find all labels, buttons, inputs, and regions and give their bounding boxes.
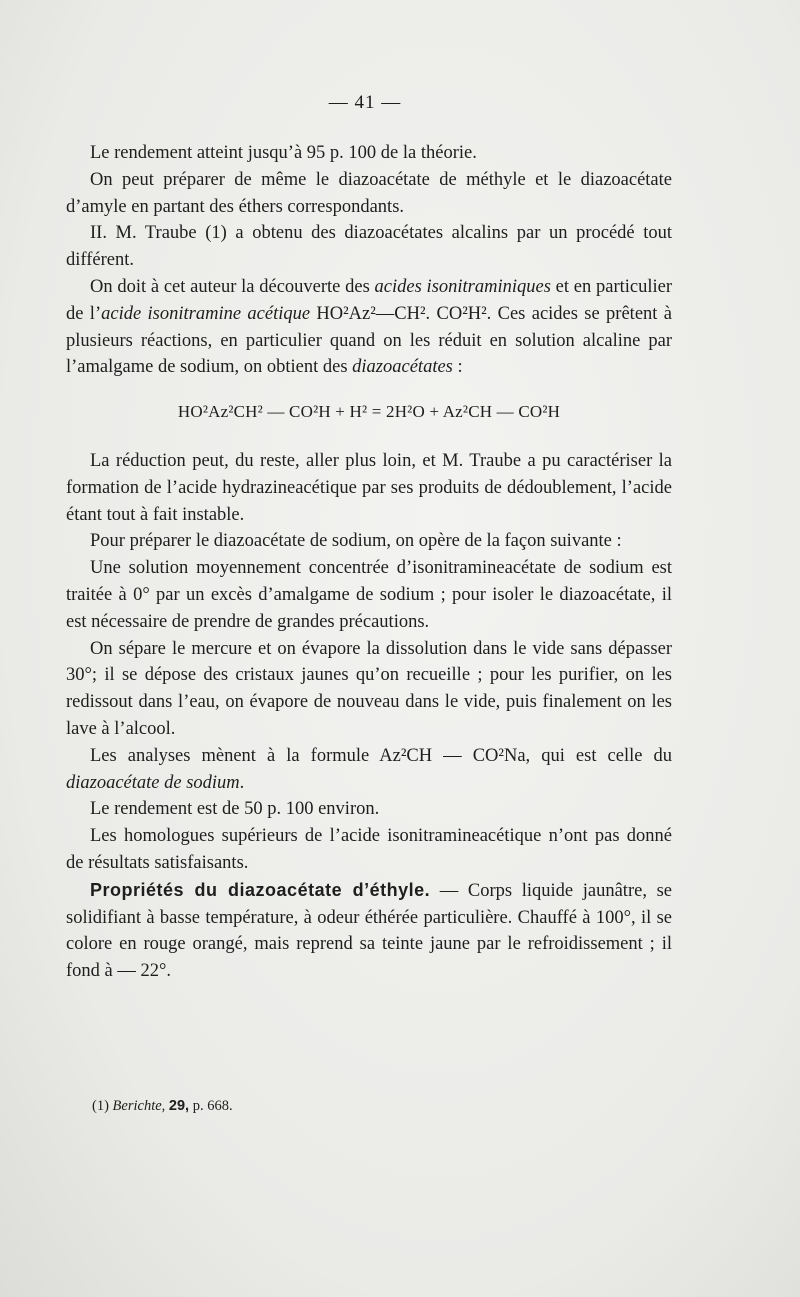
italic-term: acide isonitramine acétique (101, 303, 311, 324)
footnote-page: p. 668. (192, 1098, 233, 1114)
italic-term: diazoacétates (352, 357, 453, 378)
paragraph-traube: II. M. Traube (1) a obtenu des diazoacétates alcalins par un procédé tout différent. (66, 223, 672, 271)
text-run: et en particulier de l’ (66, 276, 673, 324)
footnote-journal: Berichte, (112, 1098, 166, 1114)
chemical-equation: HO²Az²CH² — CO²H + H² = 2H²O + Az²CH — CO²H (177, 402, 561, 422)
paragraph-homologues: Les homologues supérieurs de l’acide isonitramineacétique n’ont pas donné de résultats satisfaisants. (66, 826, 672, 873)
paragraph-preparation: Pour préparer le diazoacétate de sodium, on opère de la façon suivante : (90, 531, 622, 552)
text-run: HO²Az²—CH². CO²H². Ces acides se prêtent à plusieurs réactions, en particulier quand on les réduit en solution alcaline par l’amalgame de sodium, on obtient des (66, 303, 672, 378)
footnote-volume: 29, (168, 1098, 190, 1114)
text-run: . (239, 772, 245, 793)
paragraph-analysis (66, 743, 672, 797)
paragraph-separation: On sépare le mercure et on évapore la dissolution dans le vide sans dépasser 30°; il se dépose des cristaux jaunes qu’on recueille ; pour les purifier, on les redissout dans l’eau, on évapore de nouveau dans le vide, puis finalement on les lave à l’alcool. (66, 638, 672, 739)
paragraph-reduction: La réduction peut, du reste, aller plus loin, et M. Traube a pu caractériser la formation de l’acide hydrazineacétique par ses produits de dédoublement, l’acide étant tout à fait instable. (66, 450, 672, 525)
page-number: — 41 — (328, 92, 402, 113)
text-run: — Corps liquide jaunâtre, se solidifiant à basse température, à odeur éthérée particulière. Chauffé à 100°, il se colore en rouge orangé, mais reprend sa teinte jaune par le refroidissement ; il fond à — 22°. (66, 880, 672, 982)
paragraph-properties (66, 877, 672, 985)
paragraph-isonitramine (66, 274, 672, 381)
text-run: On doit à cet auteur la découverte des (90, 276, 375, 297)
paragraph-yield-sodium: Le rendement est de 50 p. 100 environ. (90, 799, 380, 820)
paragraph-yield: Le rendement atteint jusqu’à 95 p. 100 de la théorie. (90, 143, 477, 163)
section-heading: Propriétés du diazoacétate d’éthyle. (90, 879, 431, 900)
text-run: : (452, 357, 463, 378)
paragraph-methyl-amyl: On peut préparer de même le diazoacétate de méthyle et le diazoacétate d’amyle en partant des éthers correspondants. (66, 169, 672, 217)
italic-term: acides isonitraminiques (374, 276, 551, 297)
footnote (92, 1098, 233, 1115)
italic-term: diazoacétate de sodium (66, 772, 240, 793)
body-text (66, 140, 672, 985)
footnote-marker: (1) (92, 1098, 109, 1114)
text-run: Les analyses mènent à la formule Az²CH — CO²Na, qui est celle du (90, 745, 672, 766)
paragraph-solution: Une solution moyennement concentrée d’isonitramineacétate de sodium est traitée à 0° par un excès d’amalgame de sodium ; pour isoler le diazoacétate, il est nécessaire de prendre de grandes précautions. (66, 558, 672, 632)
